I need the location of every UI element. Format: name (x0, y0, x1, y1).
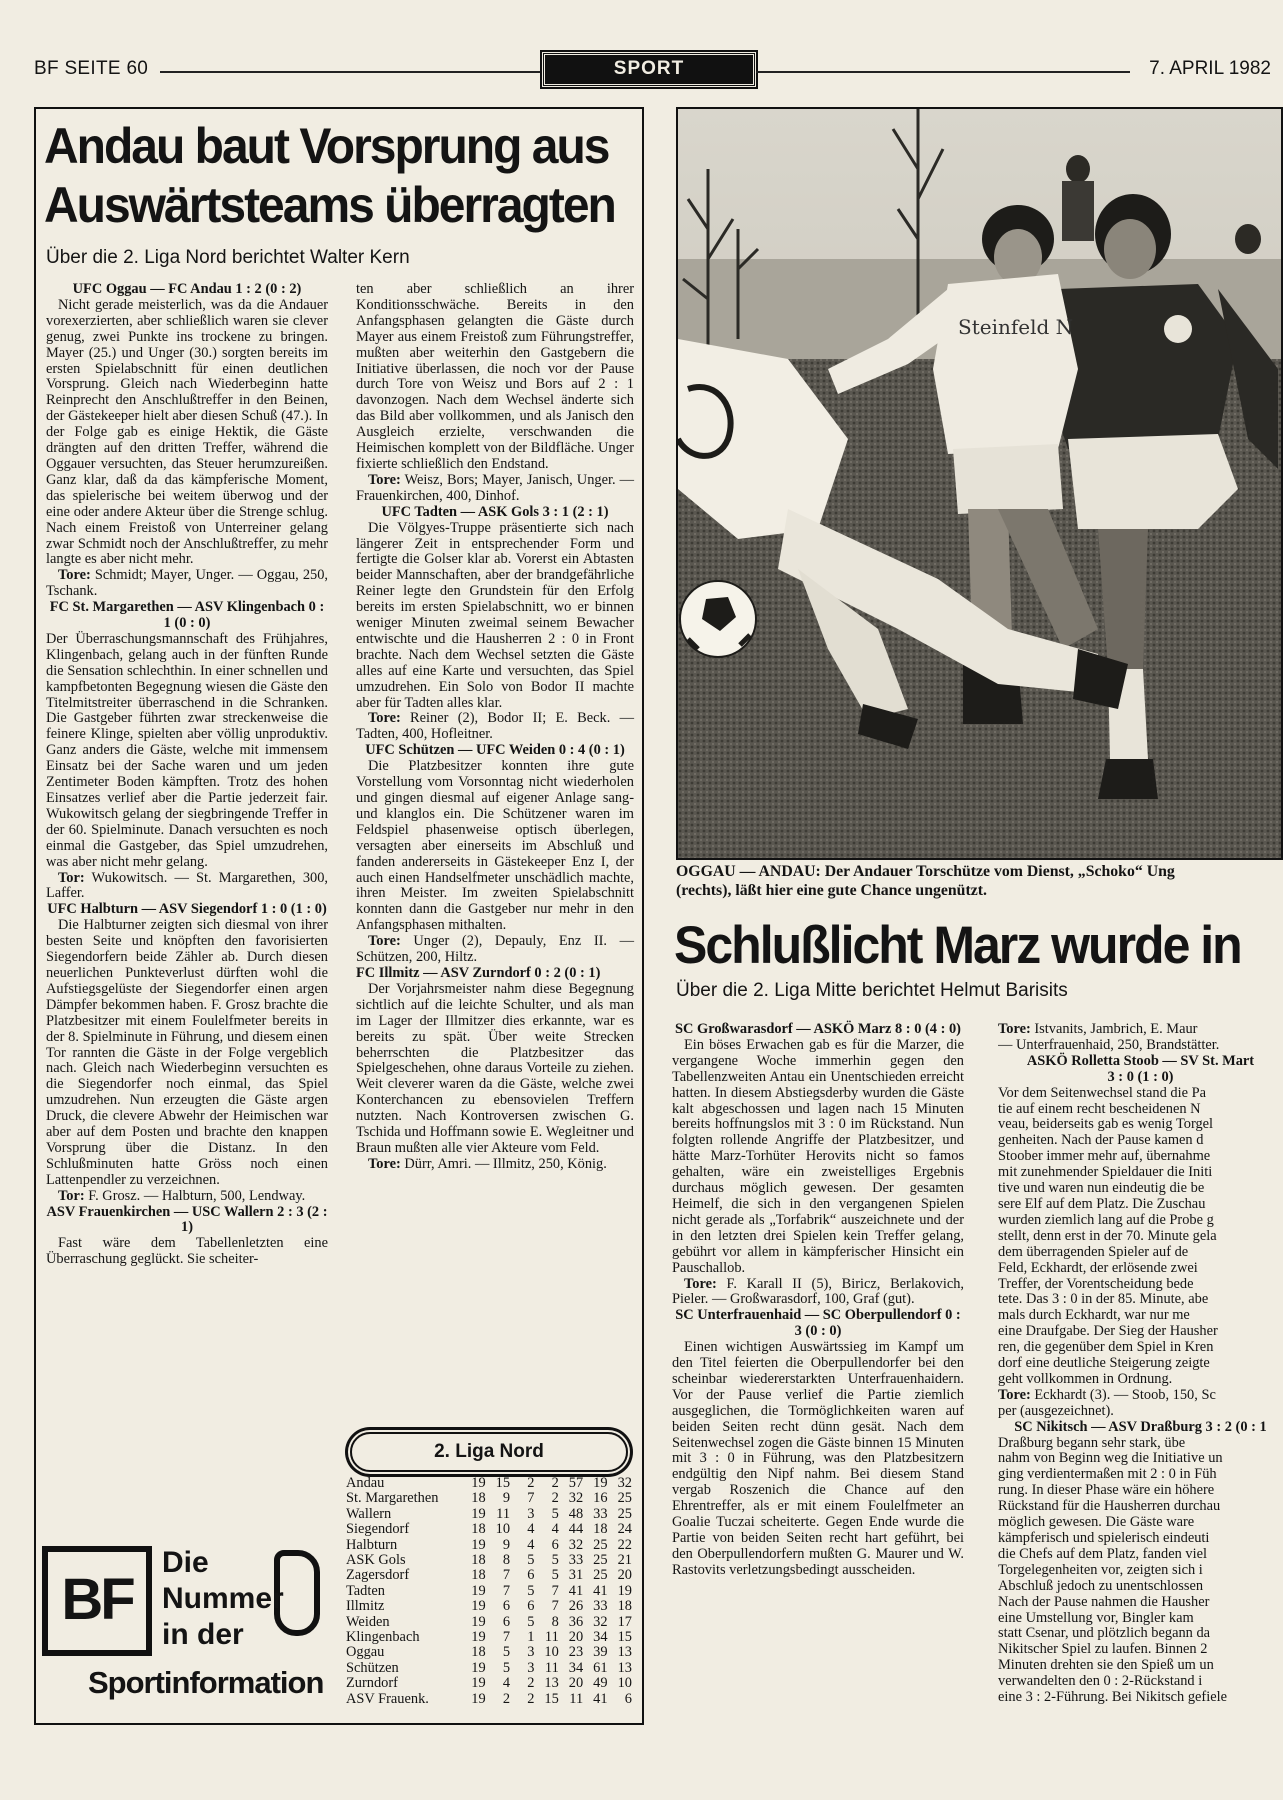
table-cell: 57 (568, 1475, 584, 1492)
text-line (998, 1086, 1283, 1102)
table-cell: 31 (568, 1567, 584, 1584)
table-cell: 18 (471, 1521, 486, 1538)
team-name: Halbturn (346, 1536, 398, 1553)
line-text: Eckhardt (3). — Stoob, 150, Sc (1030, 1386, 1216, 1403)
match-report: Die Platzbesitzer konnten ihre gute Vorstellung vom Vorsonntag nicht wiederholen und gingen diesmal auf eigener Anlage sang- und klanglos ein. Die Schützener waren im Feldspiel phasenweise optisch überlegen, versagten aber einerseits im Abschluß und fanden andererseits in Gästekeeper Enz I, der auch einen Handselfmeter unschädlich machte, ihren Meister. Im zweiten Spielabschnitt konnten dann die Gastgeber nur mehr in den Anfangsphasen mithalten. (356, 758, 634, 934)
text-line (998, 1563, 1283, 1579)
table-cell: 4 (502, 1675, 511, 1692)
scorers-label: Tore: (368, 471, 401, 488)
match-report: Der Vorjahrsmeister nahm diese Begegnung sichtlich auf die leichte Schulter, und als man im Lager der Illmitzer dies erkannte, war es bereits zu spät. Über weite Strecken beherrschten die Platzbesitzer das Spielgeschehen, ohne daraus Vorteile zu ziehen. Weit cleverer waren da die Gäste, welche zwei Konterchancen zu ebensovielen Treffern nutzten. Nach Kontroversen zwischen G. Tschida und Hoffmann sowie E. Wegleitner und Braun mußten alle vier Akteure vom Feld. (356, 980, 634, 1156)
table-cell: 1 (527, 1629, 535, 1645)
match-report: Ein böses Erwachen gab es für die Marzer, die vergangene Woche immerhin gegen den Tabellenzweiten Antau ein Unentschieden erreicht hatten. In diesem Abstiegsderby wurden die Gäste kalt abgeschossen und lagen nach 15 Minuten bereits hoffnungslos mit 3 : 0 im Rückstand. Nun folgten rollende Angriffe der Platzbesitzer, und hätte Marz-Torhüter Herovits nicht so famos gehalten, wäre ein zweistelliges Ergebnis durchaus möglich gewesen. Der gesamten Heimelf, die sich in den vergangenen Spielen nicht gerade als „Torfabrik“ auszeichnete und der in den letzten drei Spielen kein Treffer gelang, gebührt vor allem in kämpferischer Hinsicht ein Pauschallob. (672, 1036, 964, 1276)
match-scorers (356, 934, 634, 966)
table-cell: 25 (617, 1505, 632, 1522)
match-heading: UFC Tadten — ASK Gols 3 : 1 (2 : 1) (381, 503, 609, 520)
team-name: Schützen (346, 1659, 399, 1676)
scorers-text: Dürr, Amri. — Illmitz, 250, König. (400, 1155, 607, 1172)
line-text: Torgelegenheiten vor, zeigten sich i (998, 1561, 1203, 1578)
table-cell: 32 (568, 1490, 584, 1507)
table-cell: 21 (617, 1552, 632, 1569)
table-cell: 3 (527, 1644, 535, 1661)
match-scorers (672, 1277, 964, 1309)
advert-line: Die (162, 1546, 209, 1579)
text-line (998, 1277, 1283, 1293)
scorers-label: Tor: (58, 869, 85, 886)
line-text: tie auf einem recht bescheidenen N (998, 1100, 1201, 1117)
scorers-label: Tore: (368, 933, 401, 950)
text-line (998, 1658, 1283, 1674)
text-line (998, 1117, 1283, 1133)
league-table-title: 2. Liga Nord (350, 1432, 628, 1472)
table-cell: 2 (551, 1490, 559, 1507)
line-text: Minuten drehten sie den Spieß um un (998, 1657, 1214, 1674)
table-cell: 15 (544, 1690, 559, 1707)
team-name: Siegendorf (346, 1521, 410, 1538)
match-scorers (46, 1189, 328, 1205)
text-line (998, 1611, 1283, 1627)
table-cell: 20 (617, 1567, 632, 1584)
text-line (998, 1308, 1283, 1324)
line-text: Istvanits, Jambrich, E. Maur (1030, 1022, 1198, 1037)
text-line (998, 1133, 1283, 1149)
table-cell: 32 (593, 1613, 608, 1630)
table-cell: 33 (568, 1552, 584, 1569)
team-name: ASV Frauenk. (346, 1690, 429, 1707)
table-cell: 18 (471, 1567, 486, 1584)
match-heading: FC St. Margarethen — ASV Klingenbach 0 : 1 (0 : 0) (49, 599, 325, 632)
text-line (998, 1372, 1283, 1388)
table-cell: 13 (617, 1659, 632, 1676)
table-cell: 19 (471, 1675, 486, 1692)
table-cell: 19 (471, 1505, 486, 1522)
headline-line-2: Auswärtsteams überragten (44, 177, 615, 234)
line-text: möglich gewesen. Die Gäste ware (998, 1514, 1195, 1531)
table-cell: 2 (551, 1475, 559, 1492)
match-report: Nicht gerade meisterlich, was da die Andauer vorexerzierten, aber schließlich waren sie clever genug, zwei Punkte ins trockene zu bringen. Mayer (25.) und Unger (30.) sorgten bereits im ersten Spielabschnitt für einen deutlichen Vorsprung. Gleich nach Wiederbeginn hatte Reinprecht den Anschlußtreffer in den Beinen, der Gästekeeper hielt aber diesen Schuß (47.). In der Folge gab es einige Hektik, die Gäste drängten auf den dritten Treffer, während die Oggauer versuchten, das Steuer herumzureißen. Ganz klar, daß da das kämpferische Moment, das spielerische bei weitem überwog und der eine oder andere Akteur über die Strenge schlug. Nach einem Freistoß von Unterreiner gelang zwar Schmidt noch der Anschlußtreffer, zu mehr langte es aber nicht mehr. (46, 296, 328, 568)
table-cell: 2 (527, 1690, 535, 1707)
table-cell: 25 (593, 1536, 608, 1553)
match-report: Der Überraschungsmannschaft des Frühjahres, Klingenbach, gelang auch in der fünften Runde die Sensation schlechthin. In einer schnellen und kampfbetonten Begegnung wiesen die Gäste den Titelmitstreiter überraschend in die Schranken. Die Gastgeber führten zwar streckenweise die feinere Klinge, spielten aber völlig unproduktiv. Ganz anders die Gäste, welche mit immensem Einsatz bei der Sache waren und um jeden Zentimeter Boden kämpften. Trotz des hohen Einsatzes verlief aber die Partie jederzeit fair. Wukowitsch gelang der siegbringende Treffer in der 60. Spielminute. Danach versuchten es noch einmal die Gastgeber, das Spiel umzudrehen, was aber nicht mehr gelang. (46, 630, 328, 870)
table-cell: 7 (551, 1582, 559, 1599)
table-cell: 25 (593, 1552, 608, 1569)
table-cell: 5 (527, 1582, 535, 1599)
table-row (346, 1476, 632, 1491)
table-cell: 19 (471, 1475, 486, 1492)
header-rule-right (756, 71, 1130, 73)
match-heading: ASV Frauenkirchen — USC Wallern 2 : 3 (2 : 1) (46, 1203, 328, 1236)
table-cell: 4 (527, 1521, 535, 1538)
scorers-label: Tore: (684, 1275, 717, 1292)
scorers-text: Reiner (2), Bodor II; E. Beck. — Tadten, 400, Hofleitner. (356, 710, 634, 743)
text-line (998, 1213, 1283, 1229)
text-line (998, 1149, 1283, 1165)
table-row (346, 1584, 632, 1599)
table-cell: 18 (471, 1644, 486, 1661)
match-heading: 3 : 0 (1 : 0) (1107, 1068, 1174, 1085)
table-cell: 19 (471, 1659, 486, 1676)
line-text: tete. Das 3 : 0 in der 85. Minute, abe (998, 1291, 1209, 1308)
match-heading: FC Illmitz — ASV Zurndorf 0 : 2 (0 : 1) (356, 964, 601, 981)
line-text: wurden ziemlich lang auf die Probe g (998, 1211, 1214, 1228)
line-text: genheiten. Nach der Pause kamen d (998, 1132, 1204, 1149)
article1-column-2 (356, 282, 634, 1173)
line-text: nahm von Beginn weg die Initiative un (998, 1450, 1223, 1467)
match-scorers (46, 568, 328, 600)
table-cell: 24 (617, 1521, 632, 1538)
advert-line: in der (162, 1618, 244, 1651)
match-photo (676, 107, 1283, 860)
table-cell: 25 (617, 1490, 632, 1507)
team-name: Klingenbach (346, 1629, 420, 1645)
table-cell: 7 (502, 1567, 511, 1584)
team-name: Wallern (346, 1505, 392, 1522)
text-line (998, 1165, 1283, 1181)
table-row (346, 1615, 632, 1630)
table-cell: 10 (544, 1644, 559, 1661)
scorers-label: Tore: (998, 1022, 1031, 1037)
table-cell: 39 (593, 1644, 608, 1661)
line-text: per (ausgezeichnet). (998, 1402, 1114, 1419)
team-name: Oggau (346, 1644, 385, 1661)
line-text: stellt, denn erst in der 70. Minute gela (998, 1227, 1217, 1244)
jersey-lettering: Steinfeld N (958, 315, 1074, 339)
line-text: dem überragenden Spieler auf de (998, 1243, 1189, 1260)
text-line (998, 1292, 1283, 1308)
line-text: Vor dem Seitenwechsel stand die Pa (998, 1084, 1206, 1101)
table-cell: 2 (527, 1475, 535, 1492)
advert-line: Sportinformation (88, 1665, 324, 1700)
table-cell: 33 (593, 1505, 608, 1522)
table-cell: 5 (527, 1552, 535, 1569)
match-report: ten aber schließlich an ihrer Konditionsschwäche. Bereits in den Anfangsphasen gelangten die Gäste durch Mayer aus einem Freistoß zum Führungstreffer, mußten aber weiterhin den Gastgebern die Initiative überlassen, die noch vor der Pause durch Tore von Weisz und Bors auf 2 : 1 davonzogen. Nach dem Wechsel änderte sich das Bild aber vollkommen, und als Janisch den Ausgleich erzielte, verschwanden die Heimischen komplett von der Bildfläche. Unger fixierte schließlich den Endstand. (356, 281, 634, 472)
line-text: sere Elf auf dem Platz. Die Zuschau (998, 1195, 1206, 1212)
table-cell: 18 (471, 1490, 486, 1507)
text-line (998, 1038, 1283, 1054)
table-cell: 19 (471, 1613, 486, 1630)
table-cell: 6 (502, 1613, 511, 1630)
table-cell: 41 (568, 1582, 584, 1599)
scorers-label: Tore: (58, 567, 91, 584)
table-cell: 5 (551, 1552, 559, 1569)
line-text: — Unterfrauenhaid, 250, Brandstätter. (998, 1036, 1220, 1053)
line-text: dorf eine deutliche Steigerung zeigte (998, 1355, 1210, 1372)
table-cell: 6 (502, 1598, 511, 1615)
table-cell: 41 (593, 1582, 608, 1599)
article2-column-1 (672, 1022, 964, 1579)
scorers-label: Tor: (58, 1187, 85, 1204)
table-cell: 18 (617, 1598, 632, 1615)
page-number: BF SEITE 60 (34, 58, 149, 79)
text-line (998, 1642, 1283, 1658)
table-cell: 22 (617, 1536, 632, 1553)
table-cell: 34 (568, 1659, 584, 1676)
table-cell: 44 (568, 1521, 584, 1538)
match-report: Die Völgyes-Truppe präsentierte sich nach längerer Zeit in entsprechender Form und fertigte die Golser klar ab. Vorerst ein Abtasten beider Mannschaften, aber der brandgefährliche Reiner legte den Grundstein für den Erfolg bereits im ersten Spielabschnitt, wo er binnen weniger Minuten zweimal seinem Bewacher entwischte und die Hausherren 2 : 0 in Front brachte. Nach dem Wechsel setzten die Gäste alles auf eine Karte und versuchten, das Spiel umzudrehen. Ein Solo von Bodor II machte aber für Tadten alles klar. (356, 519, 634, 711)
line-text: rung. In dieser Phase wäre ein höhere (998, 1482, 1215, 1499)
table-cell: 7 (551, 1598, 559, 1615)
table-cell: 13 (544, 1675, 559, 1692)
text-line (998, 1690, 1283, 1706)
table-cell: 32 (617, 1475, 632, 1492)
table-row (346, 1691, 632, 1706)
table-cell: 7 (502, 1629, 511, 1645)
table-cell: 11 (544, 1659, 559, 1676)
line-text: veau, beiderseits gab es wenig Torgel (998, 1116, 1214, 1133)
scorers-text: F. Karall II (5), Biricz, Berlakovich, Pieler. — Großwarasdorf, 100, Graf (gut). (672, 1275, 964, 1308)
text-line (998, 1436, 1283, 1452)
team-name: Zagersdorf (346, 1567, 410, 1584)
scorers-text: F. Grosz. — Halbturn, 500, Lendway. (84, 1187, 306, 1204)
text-line (998, 1022, 1283, 1038)
match-scorers (356, 473, 634, 505)
scorers-label: Tore: (368, 710, 401, 727)
table-row (346, 1568, 632, 1583)
line-text: ging verdientermaßen mit 2 : 0 in Füh (998, 1466, 1217, 1483)
table-row (346, 1522, 632, 1537)
table-cell: 2 (527, 1675, 535, 1692)
table-cell: 19 (471, 1629, 486, 1645)
line-text: eine Umstellung vor, Bingler kam (998, 1609, 1194, 1626)
match-heading: UFC Oggau — FC Andau 1 : 2 (0 : 2) (72, 281, 302, 297)
line-text: Rückstand für die Hausherren durchau (998, 1498, 1221, 1515)
table-cell: 7 (502, 1582, 511, 1599)
text-line (998, 1547, 1283, 1563)
table-cell: 49 (593, 1675, 608, 1692)
article2-headline: Schlußlicht Marz wurde in (674, 916, 1241, 975)
team-name: Andau (346, 1475, 385, 1492)
match-heading: ASKÖ Rolletta Stoob — SV St. Mart (1026, 1052, 1255, 1069)
table-row (346, 1661, 632, 1676)
table-cell: 3 (527, 1505, 535, 1522)
match-heading: UFC Schützen — UFC Weiden 0 : 4 (0 : 1) (365, 742, 625, 759)
team-name: ASK Gols (346, 1552, 406, 1569)
line-text: eine Draufgabe. Der Sieg der Hausher (998, 1323, 1218, 1340)
table-cell: 2 (502, 1690, 511, 1707)
table-cell: 6 (551, 1536, 559, 1553)
text-line (998, 1324, 1283, 1340)
match-heading: UFC Halbturn — ASV Siegendorf 1 : 0 (1 : 0) (47, 901, 327, 918)
article1-byline: Über die 2. Liga Nord berichtet Walter Kern (46, 247, 410, 268)
table-cell: 15 (617, 1629, 632, 1645)
table-cell: 6 (624, 1690, 632, 1707)
photo-caption (676, 862, 1283, 900)
scorers-text: Weisz, Bors; Mayer, Janisch, Unger. — Frauenkirchen, 400, Dinhof. (356, 471, 634, 504)
table-cell: 10 (617, 1675, 632, 1692)
line-text: mit zunehmender Spieldauer die Initi (998, 1164, 1213, 1181)
table-cell: 33 (593, 1598, 608, 1615)
match-report: Die Halbturner zeigten sich diesmal von ihrer besten Seite und knöpften den favorisierten Siegendorfern beide Zähler ab. Durch diesen neuerlichen Punkteverlust dürften wohl die Aufstiegsgelüste der Siegendorfer einen argen Dämpfer bekommen haben. F. Grosz brachte die Platzbesitzer mit einem Foulelfmeter bereits in der 8. Spielminute in Führung, und diesem einen Tor rannten die Gäste in der Folge vergeblich nach. Gleich nach Wiederbeginn versuchten es die Siegendorfer noch einmal, das Spiel umzudrehen. Nun erzeugten die Gäste argen Druck, die clevere Abwehr der Heimischen war aber auf dem Posten und brachte den knappen Vorsprung über die Distanz. In den Schlußminuten hatte Gröss noch einen Lattenpendler zu verzeichnen. (46, 917, 328, 1188)
table-cell: 25 (593, 1567, 608, 1584)
line-text: statt Csenar, und plötzlich begann da (998, 1625, 1211, 1642)
table-cell: 61 (593, 1659, 608, 1676)
table-cell: 18 (471, 1552, 486, 1569)
text-line (998, 1356, 1283, 1372)
table-cell: 5 (551, 1505, 559, 1522)
article1-headline (44, 118, 615, 236)
text-line (998, 1674, 1283, 1690)
table-cell: 19 (471, 1690, 486, 1707)
text-line (998, 1531, 1283, 1547)
caption-line-1: OGGAU — ANDAU: Der Andauer Torschütze vom Dienst, „Schoko“ Ung (676, 863, 1175, 880)
headline-line-1: Andau baut Vorsprung aus (44, 119, 609, 175)
text-line (998, 1245, 1283, 1261)
text-line (998, 1483, 1283, 1499)
table-cell: 11 (544, 1629, 559, 1645)
issue-date: 7. APRIL 1982 (1149, 58, 1271, 79)
table-row (346, 1491, 632, 1506)
table-cell: 7 (527, 1490, 535, 1507)
text-line (998, 1102, 1283, 1118)
text-line (998, 1197, 1283, 1213)
team-name: St. Margarethen (346, 1490, 439, 1507)
line-text: ren, die gegenüber dem Spiel in Kren (998, 1339, 1214, 1356)
table-cell: 19 (617, 1582, 632, 1599)
caption-line-2: (rechts), läßt hier eine gute Chance ungenützt. (676, 882, 987, 899)
line-text: Abschluß jedoch zu unentschlossen (998, 1577, 1204, 1594)
table-cell: 23 (568, 1644, 584, 1661)
line-text: kämpferisch und spielerisch eindeuti (998, 1530, 1210, 1546)
match-scorers (356, 711, 634, 743)
advert-line: Nummer (162, 1582, 284, 1615)
table-row (346, 1630, 632, 1645)
match-heading: SC Unterfrauenhaid — SC Oberpullendorf 0 : 3 (0 : 0) (675, 1307, 961, 1340)
table-cell: 8 (502, 1552, 511, 1569)
line-text: Feld, Eckhardt, der erlösende zwei (998, 1259, 1198, 1276)
text-line (998, 1261, 1283, 1277)
table-cell: 41 (593, 1690, 608, 1707)
table-cell: 6 (527, 1567, 535, 1584)
article2-column-2 (998, 1022, 1283, 1706)
table-cell: 4 (551, 1521, 559, 1538)
match-photo-illustration (678, 109, 1283, 860)
table-cell: 6 (527, 1598, 535, 1615)
table-cell: 16 (593, 1490, 608, 1507)
table-cell: 19 (471, 1536, 486, 1553)
line-text: verwandelten den 0 : 2-Rückstand i (998, 1673, 1203, 1690)
table-cell: 4 (527, 1536, 535, 1553)
table-cell: 13 (617, 1644, 632, 1661)
table-cell: 26 (568, 1598, 584, 1615)
advert (42, 1546, 330, 1712)
team-name: Tadten (346, 1582, 385, 1599)
line-text: geht vollkommen in Ordnung. (998, 1370, 1173, 1387)
line-text: Treffer, der Vorentscheidung bede (998, 1275, 1194, 1292)
match-report: Einen wichtigen Auswärtssieg im Kampf um den Titel feierten die Oberpullendorfer bei den scheinbar wiedererstarkten Unterfrauenhaidern. Vor der Pause verlief die Partie ziemlich ausgeglichen, die Tormöglichkeiten waren auf beiden Seiten recht dünn gesät. Nach dem Seitenwechsel zogen die Gäste binnen 15 Minuten mit 3 : 0 in Führung, was den Platzbesitzern endgültig den Nipf nahm. Bei diesem Stand vergab Roszenich die Chance auf den Ehrentreffer, als er mit einem Foulelfmeter an Goalie Tuczai scheiterte. Gegen Ende wurde die Partie von beiden Seiten recht hart geführt, bei den Oberpullendorfern mußten G. Maurer und W. Rastovits verletzungsbedingt ausscheiden. (672, 1339, 964, 1578)
table-cell: 11 (496, 1505, 511, 1522)
match-scorers (356, 1157, 634, 1173)
table-cell: 20 (568, 1629, 584, 1645)
text-line (998, 1579, 1283, 1595)
table-cell: 5 (527, 1613, 535, 1630)
team-name: Illmitz (346, 1598, 385, 1615)
scorers-label: Tore: (368, 1155, 401, 1172)
table-cell: 34 (593, 1629, 608, 1645)
line-text: tive und waren nun eindeutig die be (998, 1180, 1205, 1197)
table-row (346, 1676, 632, 1691)
table-cell: 8 (551, 1613, 559, 1630)
line-text: die Chefs auf dem Platz, fanden viel (998, 1545, 1207, 1562)
table-cell: 5 (502, 1659, 511, 1676)
text-line (998, 1451, 1283, 1467)
text-line (998, 1595, 1283, 1611)
table-cell: 18 (593, 1521, 608, 1538)
table-cell: 15 (495, 1475, 511, 1492)
line-text: Stoober immer mehr auf, übernahme (998, 1148, 1211, 1165)
team-name: Zurndorf (346, 1675, 398, 1692)
section-label: SPORT (542, 52, 756, 87)
text-line (998, 1499, 1283, 1515)
line-text: Nikitscher Spiel zu laufen. Binnen 2 (998, 1641, 1208, 1658)
table-cell: 19 (471, 1598, 486, 1615)
header-rule-left (160, 71, 542, 73)
text-line (998, 1181, 1283, 1197)
table-cell: 3 (527, 1659, 535, 1676)
table-row (346, 1599, 632, 1614)
line-text: Draßburg begann sehr stark, übe (998, 1434, 1186, 1451)
match-scorers (46, 871, 328, 903)
table-cell: 9 (502, 1536, 511, 1553)
scorers-text: Unger (2), Depauly, Enz II. — Schützen, 200, Hiltz. (356, 933, 634, 966)
text-line (998, 1388, 1283, 1404)
table-cell: 36 (568, 1613, 584, 1630)
text-line (998, 1229, 1283, 1245)
table-cell: 11 (569, 1690, 584, 1707)
match-heading: SC Nikitsch — ASV Draßburg 3 : 2 (0 : 1 (1014, 1418, 1267, 1435)
bf-logo: BF (42, 1546, 152, 1656)
text-line (998, 1340, 1283, 1356)
text-line (998, 1467, 1283, 1483)
text-line (998, 1515, 1283, 1531)
table-row (346, 1553, 632, 1568)
table-cell: 17 (617, 1613, 632, 1630)
table-cell: 19 (471, 1582, 486, 1599)
article1-column-1 (46, 282, 328, 1268)
match-report: Fast wäre dem Tabellenletzten eine Überraschung geglückt. Sie scheiter- (46, 1235, 328, 1268)
table-cell: 19 (593, 1475, 608, 1492)
text-line (998, 1626, 1283, 1642)
table-cell: 48 (568, 1505, 584, 1522)
scorers-text: Wukowitsch. — St. Margarethen, 300, Laffer. (46, 869, 328, 902)
table-row (346, 1645, 632, 1660)
table-cell: 10 (495, 1521, 511, 1538)
text-line (998, 1404, 1283, 1420)
match-heading: SC Großwarasdorf — ASKÖ Marz 8 : 0 (4 : 0) (675, 1021, 961, 1037)
scorers-text: Schmidt; Mayer, Unger. — Oggau, 250, Tschank. (46, 567, 328, 600)
table-row (346, 1507, 632, 1522)
team-name: Weiden (346, 1613, 390, 1630)
table-cell: 20 (568, 1675, 584, 1692)
league-table (346, 1476, 632, 1707)
scorers-label: Tore: (998, 1386, 1031, 1403)
table-row (346, 1538, 632, 1553)
table-cell: 32 (568, 1536, 584, 1553)
article2-byline: Über die 2. Liga Mitte berichtet Helmut Barisits (676, 980, 1068, 1001)
table-cell: 9 (502, 1490, 511, 1507)
line-text: Nach der Pause nahmen die Hausher (998, 1593, 1210, 1610)
table-cell: 5 (502, 1644, 511, 1661)
line-text: mals durch Eckhardt, war nur me (998, 1307, 1190, 1324)
table-cell: 5 (551, 1567, 559, 1584)
line-text: eine 3 : 2-Führung. Bei Nikitsch gefiele (998, 1689, 1227, 1706)
